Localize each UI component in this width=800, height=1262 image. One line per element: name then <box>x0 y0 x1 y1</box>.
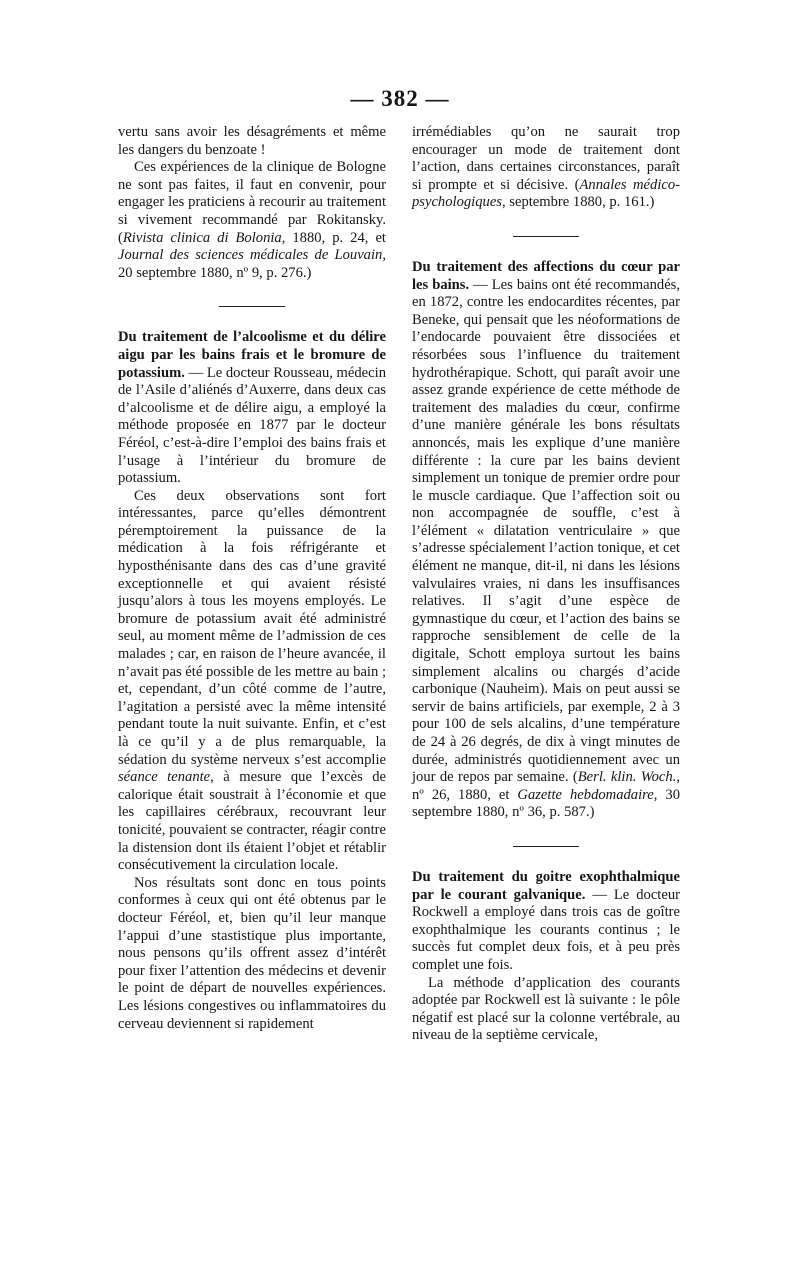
article-paragraph: Du traitement de l’alcoolisme et du délire aigu par les bains frais et le bromure de potassium. — Le docteur Rousseau, médecin de l’Asile d’aliénés d’Auxerre, dans deux cas d’alcoolisme et de délire aigu, a employé la méthode proposée en 1877 par le docteur Féréol, c’est-à-dire l’emploi des bains frais et l’usage à l’intérieur du bromure de potassium. <box>118 329 386 487</box>
italic-citation: Rivista clinica di Bolonia <box>122 229 282 246</box>
article-heading: Du traitement du goitre exophthalmique par le courant galvanique. <box>412 868 680 903</box>
paragraph: Ces deux observations sont fort intéressantes, parce qu’elles démontrent péremptoirement la puissance de la médication à la fois réfrigérante et hyposthénisante dans des cas d’une gravité exceptionnelle et qui avaient résisté jusqu’alors à tous les moyens employés. Le bromure de potassium avait été administré seul, au moment même de l’admission de ces malades ; car, en raison de l’heure avancée, il n’avait pas été possible de les mettre au bain ; et, cependant, d’un côté comme de l’autre, l’agitation a persisté avec la même intensité pendant toute la nuit suivante. Enfin, et c’est là ce qu’il y a de plus remarquable, la sédation du système nerveux s’est accomplie séance tenante, à mesure que l’excès de calorique était soustrait à l’économie et que les capillaires cérébraux, recouvrant leur tonicité, pouvaient se contracter, réagir contre la distension dont ils étaient l’objet et rétablir consécutivement la circulation locale. <box>118 487 387 874</box>
italic-citation: Annales médico-psychologiques <box>412 176 681 211</box>
paragraph: Ces expériences de la clinique de Bologne ne sont pas faites, il faut en convenir, pour engager les praticiens à recourir au traitement si vivement recommandé par Rokitansky. (Rivista clinica di Bolonia, 1880, p. 24, et Journal des sciences médicales de Louvain, 20 septembre 1880, nº 9, p. 276.) <box>118 159 386 281</box>
continued-paragraph: irrémédiables qu’on ne saurait trop encourager un mode de traitement dont l’action, dans certaines circonstances, paraît si prompte et si décisive. (Annales médico-psychologiques, septembre 1880, p. 161.) <box>412 124 681 211</box>
italic-citation: Gazette hebdomadaire <box>517 786 654 803</box>
italic-citation: séance tenante <box>118 769 211 786</box>
left-column <box>118 124 386 1033</box>
right-column <box>412 124 680 1045</box>
article-paragraph: Du traitement des affections du cœur par les bains. — Les bains ont été recommandés, en 1872, contre les endocardites récentes, par Beneke, qui pensait que les néoformations de l’endocarde pouvaient être dissociées et résorbées sous l’influence du traitement hydrothérapique. Schott, qui paraît avoir une assez grande expérience de cette méthode de traitement des maladies du cœur, confirme d’une manière générale les bons résultats annoncés, mais les explique d’une manière différente : la cure par les bains devient simplement un tonique de premier ordre pour le muscle cardiaque. Que l’affection soit ou non accompagnée de souffle, c’est à l’élément « dilatation ventriculaire » que s’adresse spécialement l’action tonique, et cet élément ne manque, dit-il, ni dans les lésions valvulaires vraies, ni dans les insuffisances relatives. Il s’agit d’une espèce de gymnastique du cœur, et l’action des bains se rapproche sensiblement de celle de la digitale, Schott employa surtout les bains simplement alcalins ou chargés d’acide carbonique (Nauheim). Mais on peut aussi se servir de bains artificiels, par exemple, 2 à 3 pour 100 de sels alcalins, d’une température de 24 à 26 degrés, de dix à vingt minutes de durée, administrés quotidiennement avec un jour de repos par semaine. (Berl. klin. Woch., nº 26, 1880, et Gazette hebdomadaire, 30 septembre 1880, nº 36, p. 587.) <box>412 258 681 821</box>
article-heading: Du traitement de l’alcoolisme et du délire aigu par les bains frais et le bromure de potassium. <box>118 329 386 381</box>
italic-citation: Journal des sciences médicales de Louvain <box>118 247 383 264</box>
continued-paragraph: vertu sans avoir les désagréments et même les dangers du benzoate ! <box>118 124 386 158</box>
section-divider <box>219 306 285 307</box>
paragraph: Nos résultats sont donc en tous points conformes à ceux qui ont été obtenus par le docteur Féréol, et, bien qu’il leur manque l’appui d’une stastistique plus importante, nous pensons qu’ils offrent assez d’intérêt pour fixer l’attention des médecins et devenir le point de départ de nouvelles expériences. Les lésions congestives ou inflammatoires du cerveau deviennent si rapidement <box>118 874 386 1032</box>
article-paragraph: Du traitement du goitre exophthalmique par le courant galvanique. — Le docteur Rockwell a employé dans trois cas de goître exophthalmique les courants continus ; le succès fut complet deux fois, et à peu près complet une fois. <box>412 868 680 973</box>
section-divider <box>513 846 579 847</box>
paragraph: La méthode d’application des courants adoptée par Rockwell est là suivante : le pôle négatif est placé sur la colonne vertébrale, au niveau de la septième cervicale, <box>412 974 680 1044</box>
page-number: — 382 — <box>350 86 450 111</box>
article-heading: Du traitement des affections du cœur par les bains. <box>412 258 680 293</box>
italic-citation: Berl. klin. Woch. <box>577 769 677 786</box>
section-divider <box>513 236 579 237</box>
